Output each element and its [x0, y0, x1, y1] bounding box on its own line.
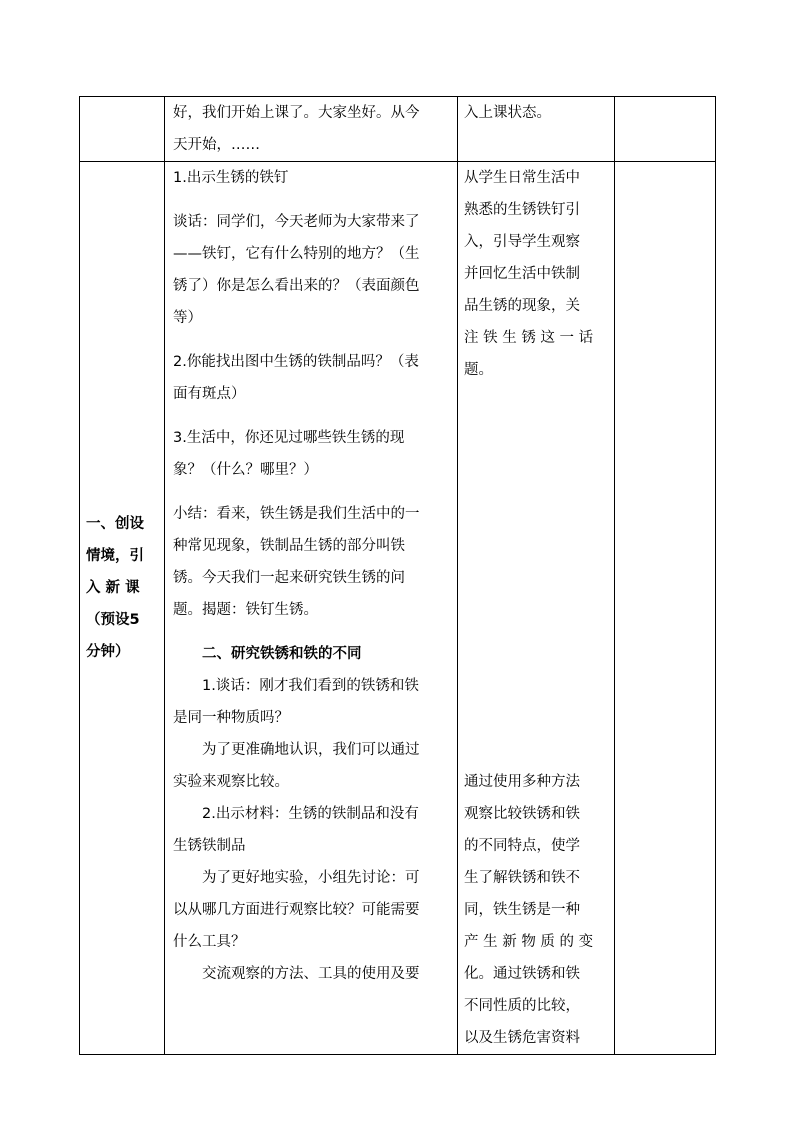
lesson-plan-table	[79, 96, 716, 1055]
content-paragraph: 2.你能找出图中生锈的铁制品吗？（表 面有斑点）	[173, 354, 419, 402]
notes-cell	[615, 162, 716, 1055]
content-cell	[165, 162, 458, 1055]
intent-paragraph: 通过使用多种方法 观察比较铁锈和铁 的不同特点，使学 生了解铁锈和铁不 同，铁生锈是一种 产 生 新 物 质 的 变 化。通过铁锈和铁 不同性质的比较， 以及生锈危害资料	[464, 774, 594, 1046]
intent-cell	[458, 97, 615, 162]
content-paragraph: 3.生活中，你还见过哪些铁生锈的现 象？（什么？哪里？）	[173, 430, 405, 478]
intent-line: 入上课状态。	[464, 105, 551, 121]
intent-paragraph: 从学生日常生活中 熟悉的生锈铁钉引 入，引导学生观察 并回忆生活中铁制 品生锈的现象，关 注 铁 生 锈 这 一 话 题。	[464, 170, 594, 378]
content-paragraph: 为了更准确地认识，我们可以通过 实验来观察比较。	[173, 742, 420, 790]
content-paragraph: 小结：看来，铁生锈是我们生活中的一 种常见现象，铁制品生锈的部分叫铁 锈。今天我们一起来研究铁生锈的问 题。揭题：铁钉生锈。	[173, 506, 420, 618]
section-title: 二、研究铁锈和铁的不同	[202, 646, 362, 662]
intent-cell	[458, 162, 615, 1055]
table-row	[80, 97, 716, 162]
content-paragraph: 为了更好地实验，小组先讨论：可 以从哪几方面进行观察比较？可能需要 什么工具？	[173, 870, 420, 950]
content-paragraph: 1.谈话：刚才我们看到的铁锈和铁 是同一种物质吗？	[173, 678, 419, 726]
content-paragraph: 2.出示材料：生锈的铁制品和没有 生锈铁制品	[173, 806, 419, 854]
content-cell	[165, 97, 458, 162]
stage-cell	[80, 162, 165, 1055]
content-paragraph: 谈话：同学们，今天老师为大家带来了 ——铁钉，它有什么特别的地方？（生 锈了）你是怎么看出来的？（表面颜色 等）	[173, 214, 420, 326]
table-row	[80, 162, 716, 1055]
content-line: 好，我们开始上课了。大家坐好。从今	[173, 105, 420, 121]
notes-cell	[615, 97, 716, 162]
content-paragraph: 交流观察的方法、工具的使用及要	[202, 966, 420, 982]
content-line: 天开始，……	[173, 137, 260, 153]
stage-label: 一、创设 情境，引 入 新 课 （预设5 分钟）	[86, 516, 144, 660]
content-paragraph: 1.出示生锈的铁钉	[173, 170, 289, 186]
stage-cell	[80, 97, 165, 162]
